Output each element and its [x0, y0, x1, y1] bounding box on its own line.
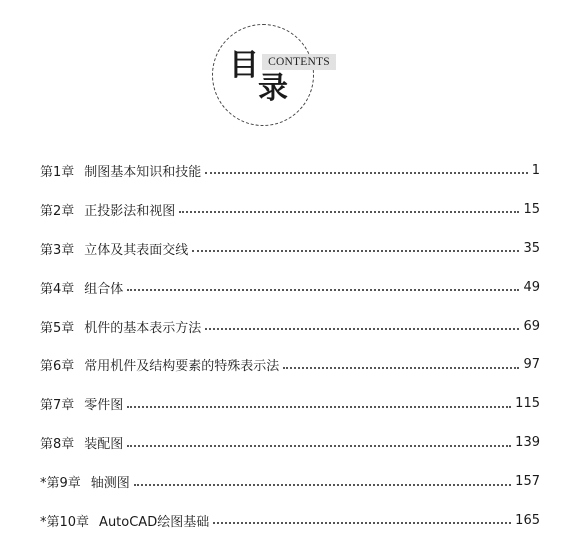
chapter-title: 常用机件及结构要素的特殊表示法: [84, 359, 280, 375]
dot-leader: [283, 367, 519, 369]
contents-badge: CONTENTS: [262, 54, 336, 70]
toc-entry-3[interactable]: [40, 229, 540, 268]
chapter-number: 第1章: [40, 164, 75, 180]
dot-leader: [127, 406, 511, 408]
chapter-number: 第3章: [40, 242, 75, 258]
toc-entry-4[interactable]: [40, 268, 540, 307]
chapter-number: 第8章: [40, 437, 75, 453]
chapter-number: 第7章: [40, 398, 75, 414]
page-number: 15: [523, 201, 540, 217]
page-number: 165: [515, 512, 540, 528]
toc-entry-6[interactable]: [40, 345, 540, 384]
dot-leader: [127, 445, 511, 447]
chapter-number: *第9章: [40, 476, 81, 492]
toc-list: [40, 151, 540, 540]
chapter-title: 组合体: [84, 281, 124, 297]
chapter-number: 第5章: [40, 320, 75, 336]
toc-entry-7[interactable]: [40, 384, 540, 423]
toc-header: [0, 0, 582, 140]
toc-entry-1[interactable]: [40, 151, 540, 190]
chapter-title: 机件的基本表示方法: [84, 320, 202, 336]
chapter-title: 轴测图: [90, 476, 130, 492]
chapter-number: *第10章: [40, 514, 90, 530]
chapter-title: 正投影法和视图: [84, 203, 176, 219]
chapter-title: 装配图: [84, 437, 124, 453]
dot-leader: [213, 522, 511, 524]
dot-leader: [205, 328, 519, 330]
toc-entry-2[interactable]: [40, 190, 540, 229]
page-number: 157: [515, 474, 540, 490]
page-number: 97: [523, 357, 540, 373]
dot-leader: [205, 172, 527, 174]
chapter-title: AutoCAD绘图基础: [99, 514, 210, 530]
chapter-title: 零件图: [84, 398, 124, 414]
toc-entry-10[interactable]: [40, 501, 540, 540]
title-character-lu: 录: [258, 71, 288, 106]
chapter-number: 第2章: [40, 203, 75, 219]
page-number: 69: [523, 318, 540, 334]
page-number: 49: [523, 279, 540, 295]
toc-entry-5[interactable]: [40, 307, 540, 346]
chapter-number: 第4章: [40, 281, 75, 297]
toc-entry-8[interactable]: [40, 423, 540, 462]
dot-leader: [179, 211, 519, 213]
dot-leader: [192, 250, 519, 252]
dot-leader: [127, 289, 519, 291]
page-number: 1: [531, 162, 540, 178]
title-character-mu: 目: [229, 48, 259, 83]
page-number: 115: [515, 396, 540, 412]
chapter-number: 第6章: [40, 359, 75, 375]
chapter-title: 立体及其表面交线: [84, 242, 189, 258]
chapter-title: 制图基本知识和技能: [84, 164, 202, 180]
toc-entry-9[interactable]: [40, 462, 540, 501]
page-number: 35: [523, 240, 540, 256]
page-number: 139: [515, 435, 540, 451]
dot-leader: [134, 484, 511, 486]
